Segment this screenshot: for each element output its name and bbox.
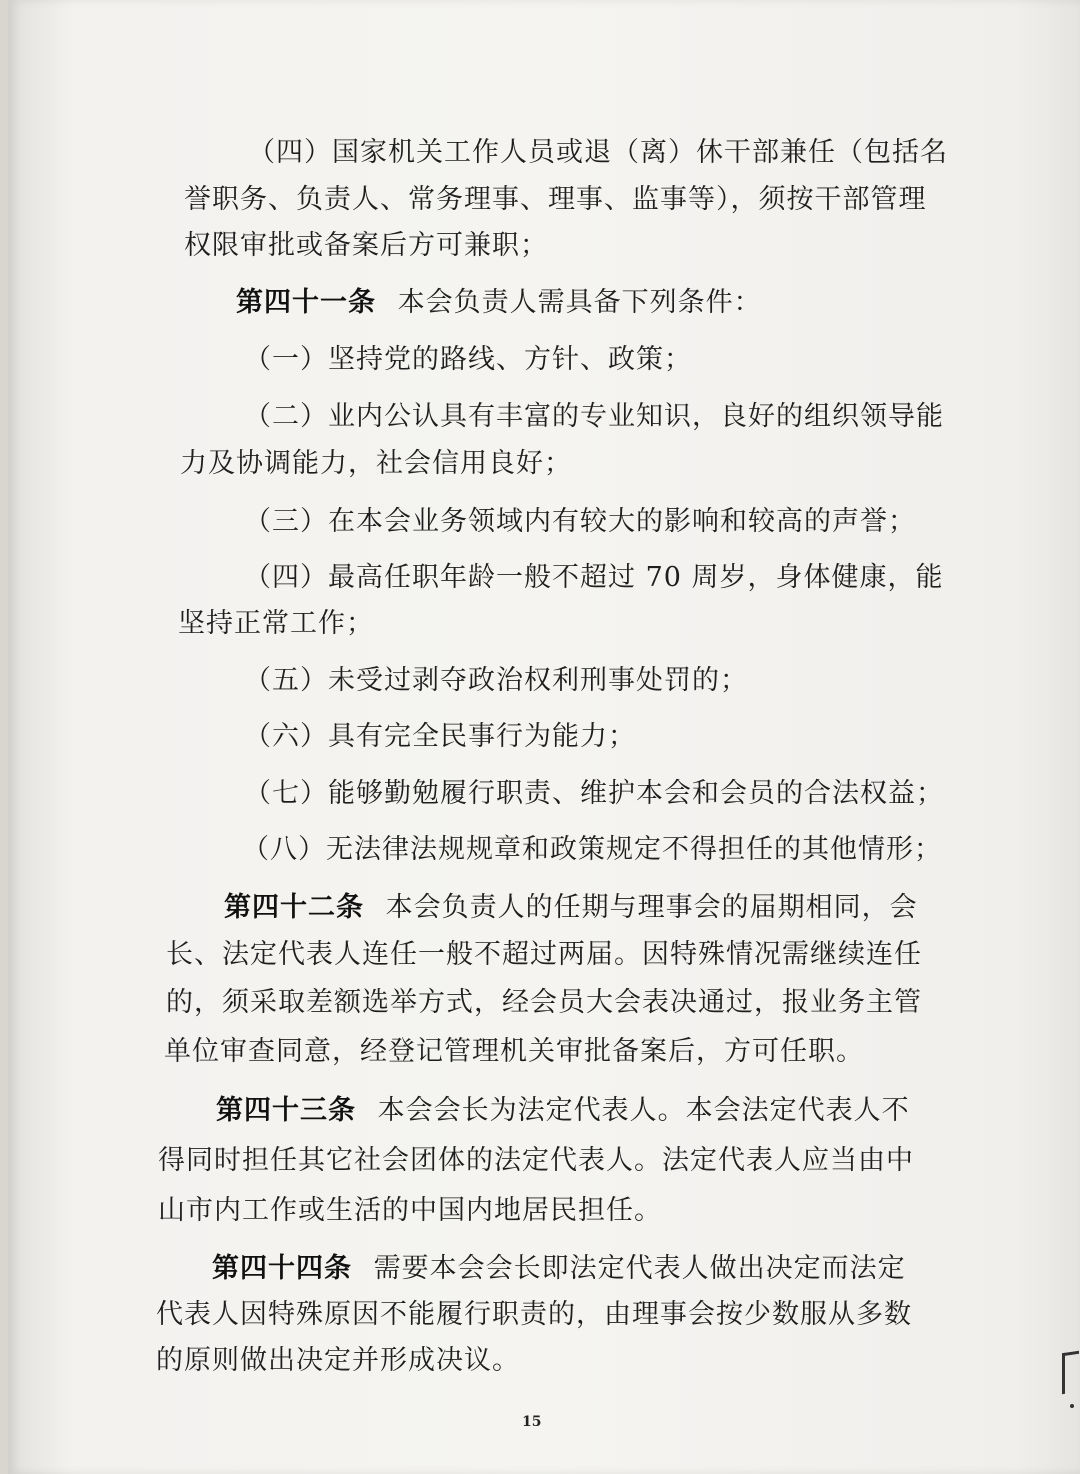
text-line: 誉职务、负责人、常务理事、理事、监事等），须按干部管理 <box>184 184 927 215</box>
bleed-through-mark <box>1062 1351 1079 1394</box>
article-42 <box>224 891 918 925</box>
text-line: （三）在本会业务领域内有较大的影响和较高的声誉； <box>244 506 916 537</box>
text-line: （八）无法律法规规章和政策规定不得担任的其他情形； <box>242 834 942 865</box>
text-line: （六）具有完全民事行为能力； <box>244 721 636 752</box>
text-line: （四）国家机关工作人员或退（离）休干部兼任（包括名 <box>248 137 948 168</box>
text-line: 单位审查同意，经登记管理机关审批备案后，方可任职。 <box>164 1036 864 1067</box>
page-number: 15 <box>522 1414 542 1430</box>
text-line: 长、法定代表人连任一般不超过两届。因特殊情况需继续连任 <box>166 939 922 970</box>
article-text: 本会会长为法定代表人。本会法定代表人不 <box>377 1095 910 1126</box>
text-line: 山市内工作或生活的中国内地居民担任。 <box>158 1195 662 1226</box>
article-text: 本会负责人需具备下列条件： <box>397 287 762 318</box>
text-line: 代表人因特殊原因不能履行职责的，由理事会按少数服从多数 <box>156 1299 912 1330</box>
text-line: 力及协调能力，社会信用良好； <box>180 448 572 479</box>
text-line: （四）最高任职年龄一般不超过 70 周岁，身体健康，能 <box>244 562 944 593</box>
text-line: 得同时担任其它社会团体的法定代表人。法定代表人应当由中 <box>158 1145 914 1176</box>
text-line: 的，须采取差额选举方式，经会员大会表决通过，报业务主管 <box>166 987 922 1018</box>
text-line: （五）未受过剥夺政治权利刑事处罚的； <box>244 665 748 696</box>
article-heading: 第四十四条 <box>212 1253 352 1284</box>
text-line: （七）能够勤勉履行职责、维护本会和会员的合法权益； <box>244 778 944 809</box>
text-line: （二）业内公认具有丰富的专业知识，良好的组织领导能 <box>244 401 944 432</box>
article-heading: 第四十二条 <box>224 892 364 923</box>
article-heading: 第四十三条 <box>216 1095 356 1126</box>
article-text: 本会负责人的任期与理事会的届期相同，会 <box>385 892 918 923</box>
text-line: 的原则做出决定并形成决议。 <box>156 1345 520 1376</box>
text-line: 坚持正常工作； <box>178 608 374 639</box>
bleed-through-dot <box>1070 1404 1074 1408</box>
text-line: （一）坚持党的路线、方针、政策； <box>244 344 692 375</box>
article-text: 需要本会会长即法定代表人做出决定而法定 <box>373 1253 906 1284</box>
document-page <box>8 0 1080 1474</box>
article-heading: 第四十一条 <box>236 287 376 318</box>
article-43 <box>216 1094 910 1128</box>
text-line: 权限审批或备案后方可兼职； <box>184 230 548 261</box>
article-41 <box>236 286 762 320</box>
article-44 <box>212 1252 906 1286</box>
